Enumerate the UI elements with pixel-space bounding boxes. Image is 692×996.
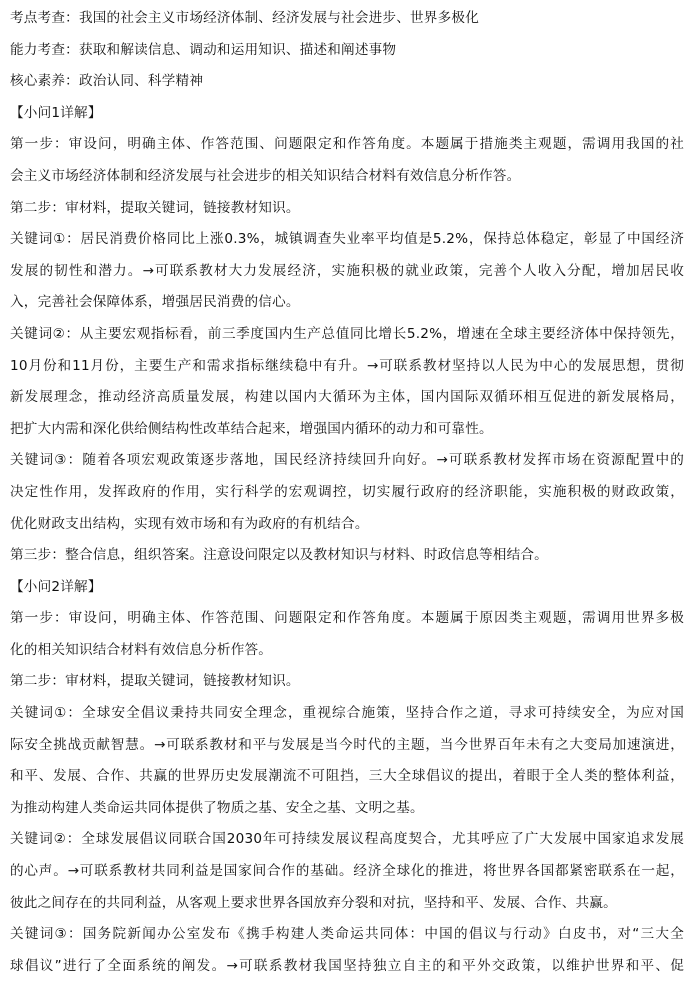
text-line-exam-points: 考点考查：我国的社会主义市场经济体制、经济发展与社会进步、世界多极化: [10, 10, 479, 26]
text-line: 关键词③：随着各项宏观政策逐步落地，国民经济持续回升向好。→可联系教材发挥市场在资源配置中的: [10, 452, 684, 469]
text-line: 的心声。→可联系教材共同利益是国家间合作的基础。经济全球化的推进，将世界各国都紧密联系在一起，: [10, 863, 684, 880]
text-line: 优化财政支出结构，实现有效市场和有为政府的有机结合。: [10, 515, 369, 532]
text-line: 和平、发展、合作、共赢的世界历史发展潮流不可阻挡，三大全球倡议的提出，着眼于全人类的整体利益，: [10, 768, 684, 785]
text-line: 关键词②：从主要宏观指标看，前三季度国内生产总值同比增长5.2%，增速在全球主要经济体中保持领先，: [10, 325, 684, 342]
section-heading-q2: 【小问2详解】: [10, 578, 102, 595]
text-line-ability: 能力考查：获取和解读信息、调动和运用知识、描述和阐述事物: [10, 41, 397, 58]
text-line: 把扩大内需和深化供给侧结构性改革结合起来，增强国内循环的动力和可靠性。: [10, 420, 493, 437]
text-line: 第三步：整合信息，组织答案。注意设问限定以及教材知识与材料、时政信息等相结合。: [10, 547, 548, 564]
text-line: 第一步：审设问，明确主体、作答范围、问题限定和作答角度。本题属于措施类主观题，需调用我国的社: [10, 136, 684, 153]
text-line: 关键词③：国务院新闻办公室发布《携手构建人类命运共同体：中国的倡议与行动》白皮书，对“三大全: [10, 926, 684, 943]
text-line: 新发展理念，推动经济高质量发展，构建以国内大循环为主体，国内国际双循环相互促进的新发展格局，: [10, 389, 684, 406]
text-line: 入，完善社会保障体系，增强居民消费的信心。: [10, 294, 300, 311]
text-line: 第二步：审材料，提取关键词，链接教材知识。: [10, 199, 300, 216]
text-line: 关键词①：全球安全倡议秉持共同安全理念，重视综合施策，坚持合作之道，寻求可持续安全，为应对国: [10, 705, 684, 722]
text-line-core-literacy: 核心素养：政治认同、科学精神: [10, 73, 204, 90]
text-line: 决定性作用，发挥政府的作用，实行科学的宏观调控，切实履行政府的经济职能，实施积极的财政政策，: [10, 483, 684, 500]
text-line: 际安全挑战贡献智慧。→可联系教材和平与发展是当今时代的主题，当今世界百年未有之大变局加速演进，: [10, 736, 684, 753]
text-line: 彼此之间存在的共同利益，从客观上要求世界各国放弃分裂和对抗，坚持和平、发展、合作、共赢。: [10, 894, 617, 911]
text-line: 第一步：审设问，明确主体、作答范围、问题限定和作答角度。本题属于原因类主观题，需调用世界多极: [10, 610, 684, 627]
text-line: 会主义市场经济体制和经济发展与社会进步的相关知识结合材料有效信息分析作答。: [10, 167, 521, 184]
text-line: 10月份和11月份，主要生产和需求指标继续稳中有升。→可联系教材坚持以人民为中心的发展思想，贯彻: [10, 357, 684, 374]
text-line: 化的相关知识结合材料有效信息分析作答。: [10, 641, 273, 658]
text-line: 为推动构建人类命运共同体提供了物质之基、安全之基、文明之基。: [10, 799, 424, 816]
text-line: 关键词②：全球发展倡议同联合国2030年可持续发展议程高度契合，尤其呼应了广大发展中国家追求发展: [10, 831, 684, 848]
text-line: 发展的韧性和潜力。→可联系教材大力发展经济，实施积极的就业政策，完善个人收入分配，增加居民收: [10, 262, 684, 279]
text-line: 关键词①：居民消费价格同比上涨0.3%，城镇调查失业率平均值是5.2%，保持总体稳定，彰显了中国经济: [10, 231, 684, 248]
section-heading-q1: 【小问1详解】: [10, 104, 102, 121]
text-line: 第二步：审材料，提取关键词，链接教材知识。: [10, 673, 300, 690]
text-line: 球倡议”进行了全面系统的阐发。→可联系教材我国坚持独立自主的和平外交政策，以维护世界和平、促: [10, 957, 684, 974]
